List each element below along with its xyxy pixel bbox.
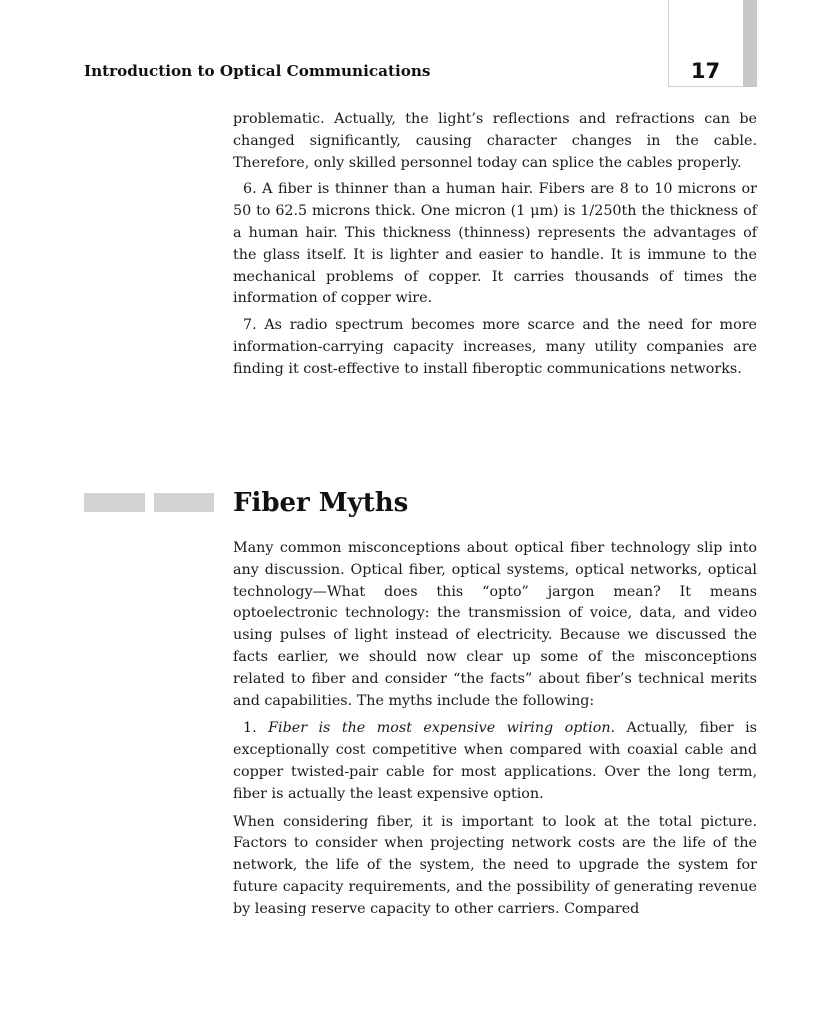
page-edge-bar [743, 0, 757, 87]
section-body [233, 538, 757, 921]
heading-decoration-bar-left [84, 493, 145, 512]
top-text-block [233, 109, 757, 381]
myth-item-number: 1. [243, 720, 269, 737]
page-number: 17 [690, 59, 721, 83]
myth-item-title: Fiber is the most expensive wiring option. [268, 720, 616, 737]
intro-paragraph: Many common misconceptions about optical fiber technology slip into any discussion. Optical fiber, optical systems, optical networks, optical technology—What does this “opto” jargon mean? It means optoelectronic technology: the transmission of voice, data, and video using pulses of light instead of electricity. Because we discussed the facts earlier, we should now clear up some of the misconceptions related to fiber and consider “the facts” about fiber’s technical merits and capabilities. The myths include the following: [233, 540, 757, 709]
running-header-title: Introduction to Optical Communications [84, 62, 431, 80]
paragraph-continued: problematic. Actually, the light’s reflections and refractions can be changed significantly, causing character changes in the cable. Therefore, only skilled personnel today can splice the cables properly. [233, 111, 757, 171]
closing-paragraph: When considering fiber, it is important to look at the total picture. Factors to consider when projecting network costs are the life of the network, the life of the system, the need to upgrade the system for future capacity requirements, and the possibility of generating revenue by leasing reserve capacity to other carriers. Compared [233, 813, 757, 917]
list-item-7: 7. As radio spectrum becomes more scarce and the need for more information-carrying capacity increases, many utility companies are finding it cost-effective to install fiberoptic communications networks. [233, 317, 757, 377]
myth-item-1 [233, 718, 757, 805]
list-item-6: 6. A fiber is thinner than a human hair. Fibers are 8 to 10 microns or 50 to 62.5 microns thick. One micron (1 μm) is 1/250th the thickness of a human hair. This thickness (thinness) represents the advantages of the glass itself. It is lighter and easier to handle. It is immune to the mechanical problems of copper. It carries thousands of times the information of copper wire. [233, 181, 757, 307]
heading-decoration-bar-right [154, 493, 214, 512]
myth-item-body: Actually, fiber is exceptionally cost competitive when compared with coaxial cable and copper twisted-pair cable for most applications. Over the long term, fiber is actually the least expensive option. [233, 720, 758, 802]
section-heading: Fiber Myths [233, 488, 409, 518]
